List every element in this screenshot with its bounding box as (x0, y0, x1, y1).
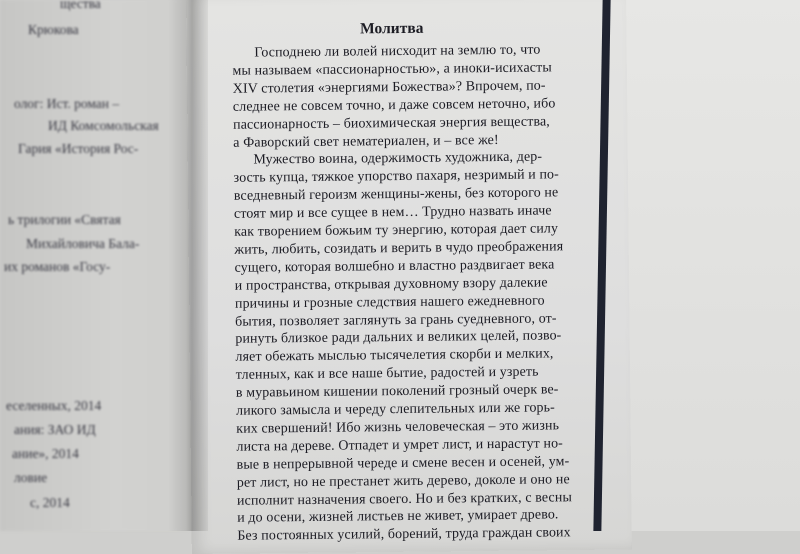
text-line: листа на дереве. Отпадет и умрет лист, и нарастут но- (236, 436, 563, 455)
left-page-line: их романов «Госу- (4, 259, 111, 274)
chapter-title: Молитва (359, 19, 424, 38)
table-surface (608, 0, 800, 531)
text-line: вседневный героизм женщины-жены, без которого не (233, 185, 559, 204)
text-line: следнее не совсем точно, и даже совсем неточно, ибо (232, 96, 556, 115)
text-line: как творением божьим ту энергию, которая дает силу (234, 221, 559, 240)
text-line: и пространства, открывая духовному взору далекие (234, 275, 548, 294)
book-gutter-shadow (168, 0, 208, 531)
left-page-line: Крюкова (28, 22, 79, 37)
left-page-line: олог: Ист. роман – (14, 96, 120, 111)
left-page-line: ания: ЗАО ИД (14, 422, 96, 437)
left-page-line: щества (60, 0, 101, 11)
left-page-line: еселенных, 2014 (6, 398, 102, 413)
left-page-line: ИД Комсомольская (48, 118, 159, 133)
left-page-line: ь трилогии «Святая (8, 212, 121, 227)
text-line: тленных, как и все наше бытие, радостей и узреть (235, 364, 539, 383)
text-line: стоят мир и все сущее в нем… Трудно назвать иначе (233, 203, 552, 222)
text-line: зость купца, тяжкое упорство пахаря, незримый и по- (233, 167, 559, 187)
text-line: рет лист, но не престанет жить дерево, доколе и оно не (236, 471, 570, 491)
text-line: причины и грозные следствия нашего ежедневного (234, 293, 545, 312)
text-line: и до осени, жизней листьев не живет, умирает древо. (237, 507, 559, 527)
left-page-line: Гария «История Рос- (18, 141, 139, 156)
text-line: исполнит назначения своего. Но и без кратких, с весны (236, 489, 572, 509)
text-line: сущего, которая волшебно и властно раздвигает века (234, 257, 555, 276)
text-line: ринуть близкое ради дальних и великих целей, позво- (235, 328, 562, 348)
text-line: в муравьином кишении поколений грозный очерк ве- (235, 382, 559, 401)
text-line: мы называем «пассионарностью», а иноки-исихасты (232, 60, 552, 79)
text-line: ких свершений! Ибо жизнь человеческая – это жизнь (236, 418, 560, 437)
text-line: ликого замысла и череду слепительных или же горь- (235, 400, 555, 419)
left-page-line: Михайловича Бала- (26, 236, 140, 251)
text-line: жить, любить, созидать и верить в чудо преображения (234, 239, 564, 258)
text-line: Господнею ли волей нисходит на землю то, что (254, 42, 541, 61)
text-line: пассионарность – биохимическая энергия вещества, (232, 114, 550, 133)
left-page (0, 0, 190, 531)
text-line: ляет обежать мыслью тысячелетия скорби и мелких, (235, 346, 554, 366)
text-line: Мужество воина, одержимость художника, дер- (253, 149, 543, 168)
text-line: XIV столетия «энергиями Божества»? Впрочем, по- (232, 78, 546, 97)
left-page-line: ание», 2014 (12, 446, 79, 461)
text-line: Без постоянных усилий, борений, труда граждан своих (237, 525, 571, 545)
text-line: вые в непрерывной череде и смене весен и осеней, ум- (236, 453, 570, 473)
text-line: а Фаворский свет нематериален, и – все же! (233, 132, 499, 151)
text-line: бытия, позволяет заглянуть за грань суедневного, от- (235, 310, 557, 330)
left-page-line: с, 2014 (30, 495, 70, 510)
left-page-line: ловие (14, 470, 48, 485)
